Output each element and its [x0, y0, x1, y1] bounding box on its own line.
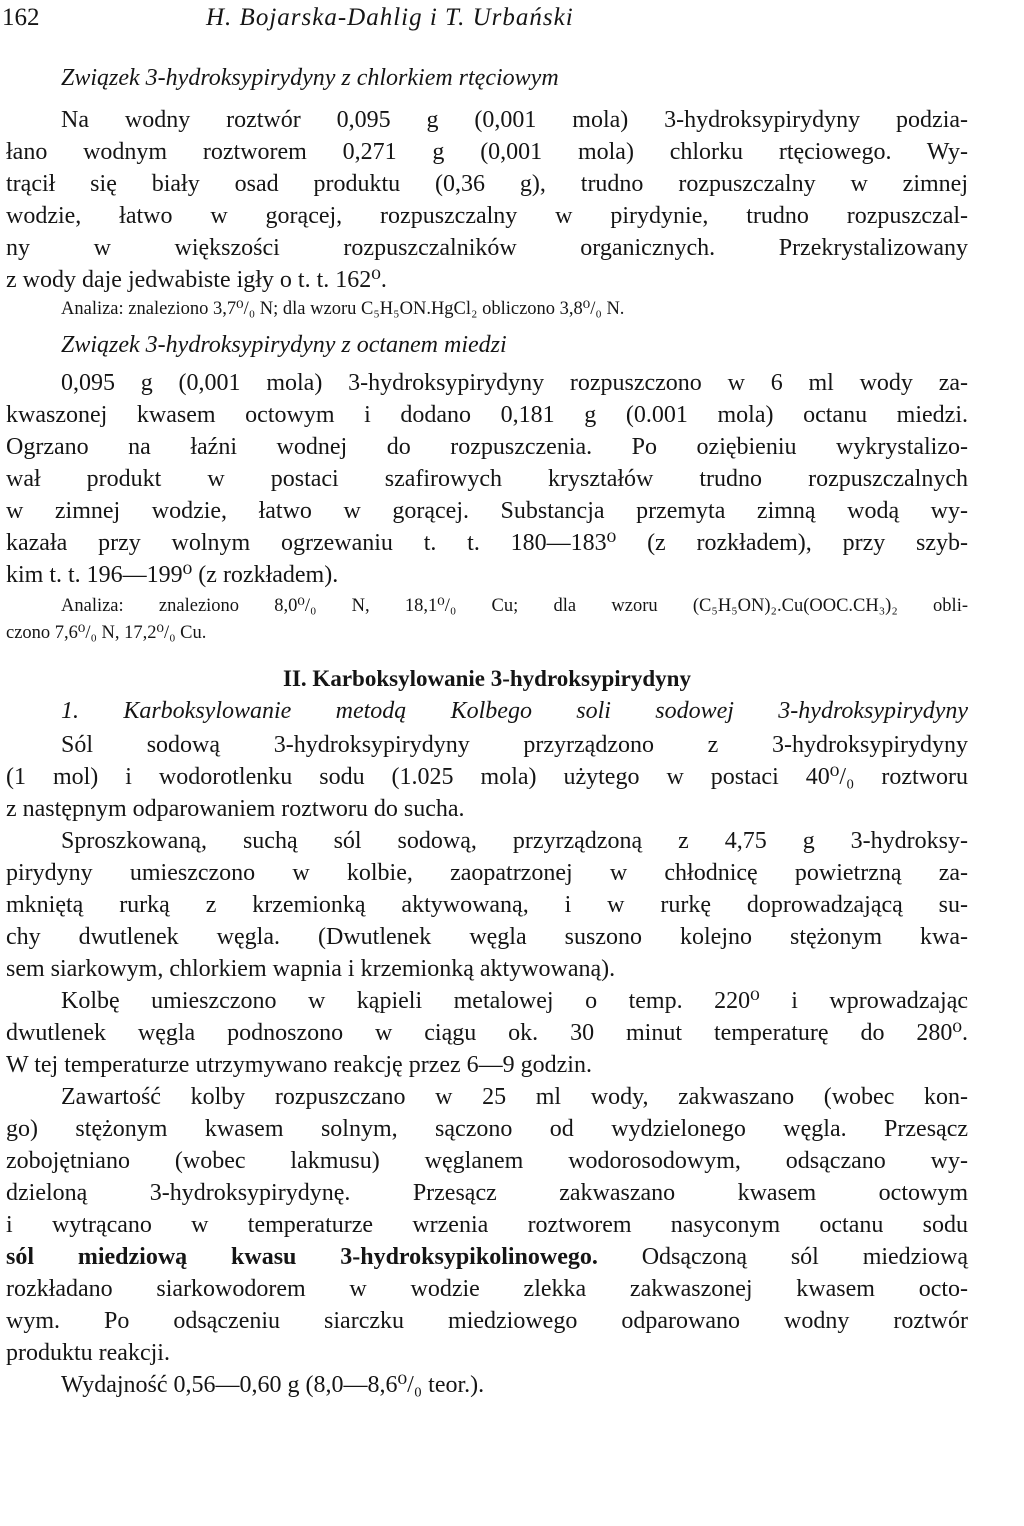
paragraph-copper-compound	[6, 367, 968, 591]
text-line: wodzie, łatwo w gorącej, rozpuszczalny w pirydynie, trudno rozpuszczal-	[6, 203, 968, 229]
text-line: 0,095 g (0,001 mola) 3-hydroksypirydyny rozpuszczono w 6 ml wody za-	[61, 370, 968, 396]
text-line: kazała przy wolnym ogrzewaniu t. t. 180—183⁰ (z rozkładem), przy szyb-	[6, 530, 968, 556]
text-line: wym. Po odsączeniu siarczku miedziowego odparowano wodny roztwór	[6, 1308, 968, 1334]
yield-line: Wydajność 0,56—0,60 g (8,0—8,6⁰/₀ teor.).	[61, 1372, 485, 1398]
section-title-mercury-compound: Związek 3-hydroksypirydyny z chlorkiem rtęciowym	[61, 65, 559, 91]
section-heading-carboxylation: II. Karboksylowanie 3-hydroksypirydyny	[283, 666, 691, 691]
text-line: dwutlenek węgla podnoszono w ciągu ok. 30 minut temperaturę do 280⁰.	[6, 1020, 968, 1046]
text-line: Ogrzano na łaźni wodnej do rozpuszczenia. Po oziębieniu wykrystalizo-	[6, 434, 968, 460]
text-fragment: Odsączoną sól miedziową	[597, 1244, 968, 1270]
text-line: chy dwutlenek węgla. (Dwutlenek węgla suszono kolejno stężonym kwa-	[6, 924, 968, 950]
text-line: ny w większości rozpuszczalników organicznych. Przekrystalizowany	[6, 235, 968, 261]
paragraph-sodium-salt	[6, 729, 968, 825]
text-line: (1 mol) i wodorotlenku sodu (1.025 mola) użytego w postaci 40⁰/₀ roztworu	[6, 764, 968, 790]
text-line: Zawartość kolby rozpuszczano w 25 ml wody, zakwaszano (wobec kon-	[61, 1084, 968, 1110]
subsection-title-kolbe: 1. Karboksylowanie metodą Kolbego soli sodowej 3-hydroksypirydyny	[61, 698, 968, 724]
article-body	[6, 62, 968, 1401]
text-line: łano wodnym roztworem 0,271 g (0,001 mola) chlorku rtęciowego. Wy-	[6, 139, 968, 165]
text-line: mkniętą rurką z krzemionką aktywowaną, i w rurkę doprowadzającą su-	[6, 892, 968, 918]
text-line: dzieloną 3-hydroksypirydynę. Przesącz zakwaszano kwasem octowym	[6, 1180, 968, 1206]
text-line: go) stężonym kwasem solnym, sączono od wydzielonego węgla. Przesącz	[6, 1116, 968, 1142]
text-line: i wytrącano w temperaturze wrzenia roztworem nasyconym octanu sodu	[6, 1212, 968, 1238]
running-header	[0, 4, 1024, 34]
paragraph-apparatus	[6, 825, 968, 985]
paragraph-heating	[6, 985, 968, 1081]
text-line: Sproszkowaną, suchą sól sodową, przyrządzoną z 4,75 g 3-hydroksy-	[61, 828, 968, 854]
text-line: Na wodny roztwór 0,095 g (0,001 mola) 3-hydroksypirydyny podzia-	[61, 107, 968, 133]
text-line-with-emphasis	[6, 1241, 968, 1273]
analysis-line: Analiza: znaleziono 3,7⁰/₀ N; dla wzoru C₅H₅ON.HgCl₂ obliczono 3,8⁰/₀ N.	[61, 299, 625, 319]
text-line: W tej temperaturze utrzymywano reakcję przez 6—9 godzin.	[6, 1052, 592, 1078]
text-line: sem siarkowym, chlorkiem wapnia i krzemionką aktywowaną).	[6, 956, 616, 982]
text-line: wał produkt w postaci szafirowych kryształów trudno rozpuszczalnych	[6, 466, 968, 492]
text-line: zobojętniano (wobec lakmusu) węglanem wodorosodowym, odsączano wy-	[6, 1148, 968, 1174]
text-line: kim t. t. 196—199⁰ (z rozkładem).	[6, 562, 339, 588]
paragraph-mercury-compound	[6, 104, 968, 296]
running-head-authors: H. Bojarska-Dahlig i T. Urbański	[206, 4, 574, 31]
text-line: rozkładano siarkowodorem w wodzie zlekka zakwaszonej kwasem octo-	[6, 1276, 968, 1302]
analysis-line: Analiza: znaleziono 8,0⁰/₀ N, 18,1⁰/₀ Cu; dla wzoru (C₅H₅ON)₂.Cu(OOC.CH₃)₂ obli-	[61, 596, 968, 616]
text-line: kwaszonej kwasem octowym i dodano 0,181 g (0.001 mola) octanu miedzi.	[6, 402, 968, 428]
section-title-copper-compound: Związek 3-hydroksypirydyny z octanem miedzi	[61, 332, 507, 358]
analysis-line: czono 7,6⁰/₀ N, 17,2⁰/₀ Cu.	[6, 623, 207, 643]
text-line: Kolbę umieszczono w kąpieli metalowej o temp. 220⁰ i wprowadzając	[61, 988, 968, 1014]
text-line: produktu reakcji.	[6, 1340, 170, 1366]
text-line: Sól sodową 3-hydroksypirydyny przyrządzono z 3-hydroksypirydyny	[61, 732, 968, 758]
text-line: z następnym odparowaniem roztworu do sucha.	[6, 796, 465, 822]
text-line: pirydyny umieszczono w kolbie, zaopatrzonej w chłodnicę powietrzną za-	[6, 860, 968, 886]
text-line: trącił się biały osad produktu (0,36 g), trudno rozpuszczalny w zimnej	[6, 171, 968, 197]
bold-product-name: sól miedziową kwasu 3-hydroksypikolinowego.	[6, 1244, 598, 1270]
text-line: z wody daje jedwabiste igły o t. t. 162⁰.	[6, 267, 387, 293]
page-number: 162	[2, 4, 40, 31]
paragraph-workup	[6, 1081, 968, 1369]
text-line: w zimnej wodzie, łatwo w gorącej. Substancja przemyta zimną wodą wy-	[6, 498, 968, 524]
